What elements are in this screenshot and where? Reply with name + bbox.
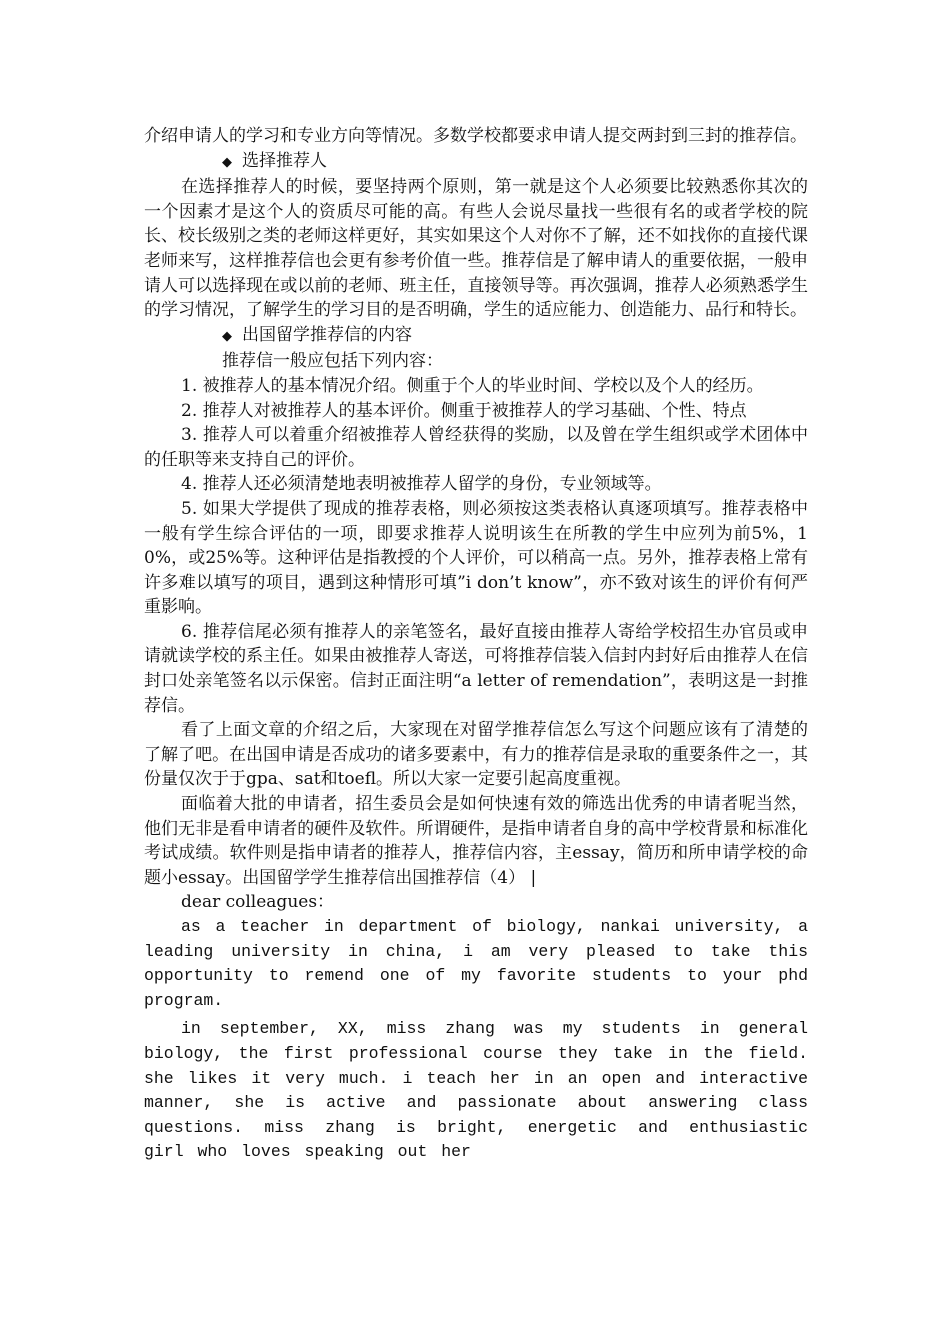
list-item-4: 4. 推荐人还必须清楚地表明被推荐人留学的身份，专业领域等。 [181,474,662,495]
document-page [144,124,808,1165]
diamond-bullet-icon: ◆ [222,154,232,170]
hardware-software-paragraph: 面临着大批的申请者，招生委员会是如何快速有效的筛选出优秀的申请者呢当然，他们无非是看申请者的硬件及软件。所谓硬件，是指申请者自身的高中学校背景和标准化考试成绩。软件则是指申请者的推荐人，推荐信内容，主essay，简历和所申请学校的命题小essay。出国留学学生推荐信出国推荐信（4） | [144,794,808,888]
diamond-bullet-icon: ◆ [222,328,232,344]
section-heading-choose-recommender [144,149,808,176]
content-intro-line: 推荐信一般应包括下列内容： [222,351,443,372]
choose-recommender-paragraph: 在选择推荐人的时候，要坚持两个原则，第一就是这个人必须要比较熟悉你其次的一个因素才是这个人的资质尽可能的高。有些人会说尽量找一些很有名的或者学校的院长、校长级别之类的老师这样更好，其实如果这个人对你不了解，还不如找你的直接代课老师来写，这样推荐信也会更有参考价值一些。推荐信是了解申请人的重要依据，一般申请人可以选择现在或以前的老师、班主任，直接领导等。再次强调，推荐人必须熟悉学生的学习情况，了解学生的学习目的是否明确，学生的适应能力、创造能力、品行和特长。 [144,177,808,321]
letter-paragraph-2: in september, XX, miss zhang was my students in general biology, the first professional course they take in the field. she likes it very much. i teach her in an open and interactive manner, she is active and passionate about answering class questions. miss zhang is bright, energetic and enthusiastic girl who loves speaking out her [144,1019,808,1162]
intro-paragraph: 介绍申请人的学习和专业方向等情况。多数学校都要求申请人提交两封到三封的推荐信。 [144,126,807,146]
summary-paragraph: 看了上面文章的介绍之后，大家现在对留学推荐信怎么写这个问题应该有了清楚的了解了吧。在出国申请是否成功的诸多要素中，有力的推荐信是录取的重要条件之一，其份量仅次于于gpa、sat和toefl。所以大家一定要引起高度重视。 [144,720,808,790]
list-item-5: 5. 如果大学提供了现成的推荐表格，则必须按这类表格认真逐项填写。推荐表格中一般有学生综合评估的一项，即要求推荐人说明该生在所教的学生中应列为前5%，10%，或25%等。这种评估是指教授的个人评价，可以稍高一点。另外，推荐表格上常有许多难以填写的项目，遇到这种情形可填”i don’t know”，亦不致对该生的评价有何严重影响。 [144,498,808,618]
list-item-2: 2. 推荐人对被推荐人的基本评价。侧重于被推荐人的学习基础、个性、特点 [181,400,747,421]
list-item-3: 3. 推荐人可以着重介绍被推荐人曾经获得的奖励，以及曾在学生组织或学术团体中的任职等来支持自己的评价。 [144,425,808,470]
letter-salutation: dear colleagues： [181,892,335,913]
heading-text: 出国留学推荐信的内容 [242,324,412,345]
list-item-1: 1. 被推荐人的基本情况介绍。侧重于个人的毕业时间、学校以及个人的经历。 [181,375,764,396]
letter-paragraph-1: as a teacher in department of biology, nankai university, a leading university in china, i am very pleased to take this opportunity to remend one of my favorite students to your phd program. [144,917,808,1010]
heading-text: 选择推荐人 [242,150,327,171]
list-item-6: 6. 推荐信尾必须有推荐人的亲笔签名，最好直接由推荐人寄给学校招生办官员或申请就读学校的系主任。如果由被推荐人寄送，可将推荐信装入信封内封好后由推荐人在信封口处亲笔签名以示保密。信封正面注明“a letter of remendation”，表明这是一封推荐信。 [144,621,808,716]
section-heading-letter-content [144,323,808,350]
